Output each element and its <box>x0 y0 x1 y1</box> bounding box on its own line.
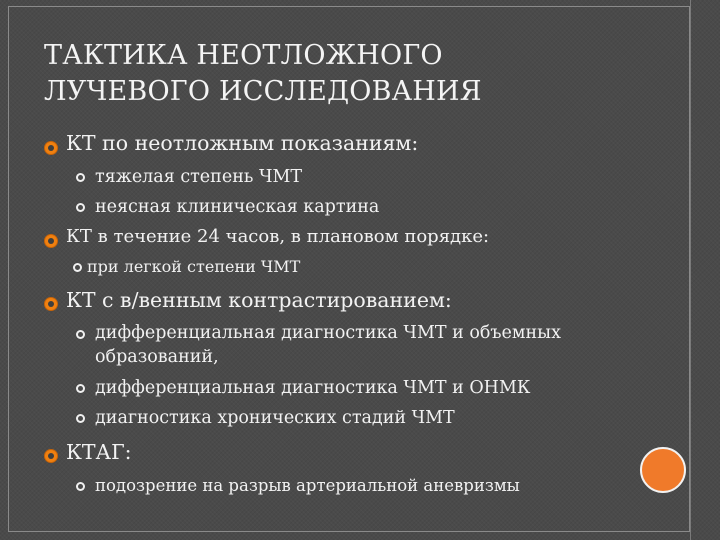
list-item-text: при легкой степени ЧМТ <box>87 257 301 276</box>
list-item-text-line-2: образований, <box>95 347 219 367</box>
orange-circle-decoration <box>640 447 686 493</box>
circle-bullet-icon <box>76 384 85 393</box>
orange-bullet-icon <box>44 297 58 311</box>
title-line-1: ТАКТИКА НЕОТЛОЖНОГО <box>44 40 443 71</box>
list-item-text-line-1: дифференциальная диагностика ЧМТ и объемных <box>95 323 561 343</box>
list-item-text: КТ в течение 24 часов, в плановом порядке: <box>66 226 490 247</box>
circle-bullet-icon <box>76 203 85 212</box>
circle-bullet-icon <box>76 482 85 491</box>
list-item-text: КТАГ: <box>66 440 132 464</box>
orange-bullet-icon <box>44 141 58 155</box>
orange-bullet-icon <box>44 449 58 463</box>
list-item-text: КТ с в/венным контрастированием: <box>66 288 452 312</box>
list-item-text: тяжелая степень ЧМТ <box>95 167 303 187</box>
orange-bullet-icon <box>44 234 58 248</box>
circle-bullet-icon <box>76 414 85 423</box>
list-item-text: КТ по неотложным показаниям: <box>66 131 419 155</box>
list-item-text: неясная клиническая картина <box>95 197 380 217</box>
circle-bullet-icon <box>76 330 85 339</box>
list-item-text: дифференциальная диагностика ЧМТ и ОНМК <box>95 378 531 398</box>
circle-bullet-icon <box>73 263 82 272</box>
circle-bullet-icon <box>76 173 85 182</box>
list-item-text: диагностика хронических стадий ЧМТ <box>95 408 455 428</box>
title-line-2: ЛУЧЕВОГО ИССЛЕДОВАНИЯ <box>44 76 482 107</box>
list-item-text: подозрение на разрыв артериальной аневризмы <box>95 476 520 495</box>
